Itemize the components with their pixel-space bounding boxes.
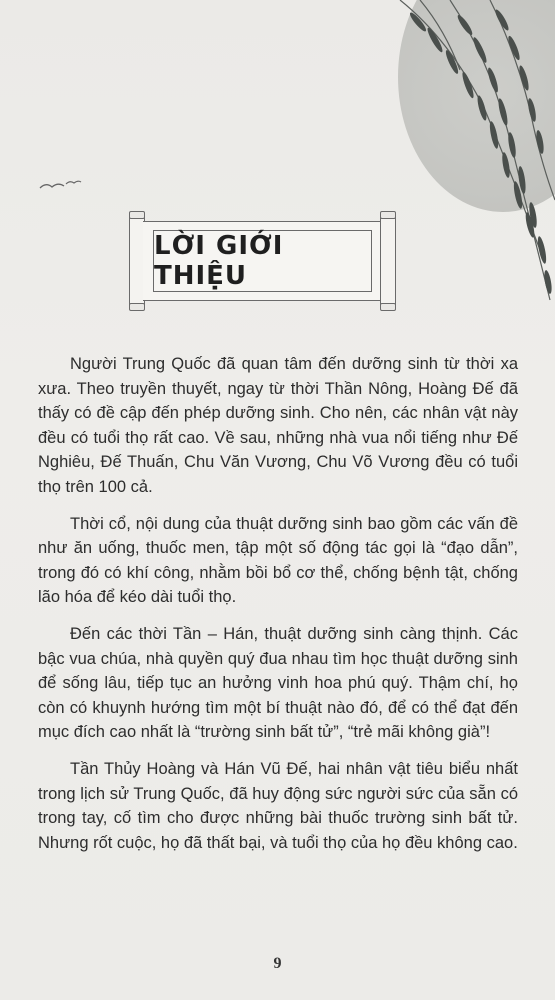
paragraph-2: Thời cổ, nội dung của thuật dưỡng sinh bao gồm các vấn đề như ăn uống, thuốc men, tập một số động tác gọi là “đạo dẫn”, trong đó có khí công, nhằm bồi bổ cơ thể, chống bệnh tật, chống lão hóa để kéo dài tuổi thọ.: [38, 514, 518, 607]
paragraph-3: Đến các thời Tần – Hán, thuật dưỡng sinh càng thịnh. Các bậc vua chúa, nhà quyền quý đua nhau tìm học thuật dưỡng sinh để sống lâu, tiếp tục an hưởng vinh hoa phú quý. Thậm chí, họ còn có khuynh hướng tìm một bí thuật nào đó, để có thể đạt đến mục đích cao nhất là “trường sinh bất tử”, “trẻ mãi không già”!: [38, 624, 518, 742]
paragraph-4: Tần Thủy Hoàng và Hán Vũ Đế, hai nhân vật tiêu biểu nhất trong lịch sử Trung Quốc, đã huy động sức người sức của sẵn có trong tay, cố tìm cho được những bài thuốc trường sinh bất tử. Nhưng rốt cuộc, họ đã thất bại, và tuổi thọ của họ đều không cao.: [38, 759, 518, 852]
paragraph-1: Người Trung Quốc đã quan tâm đến dưỡng sinh từ thời xa xưa. Theo truyền thuyết, ngay từ thời Thần Nông, Hoàng Đế đã thấy có đề cập đến phép dưỡng sinh. Cho nên, các nhân vật này đều có tuổi thọ rất cao. Về sau, những nhà vua nổi tiếng như Đế Nghiêu, Đế Thuấn, Chu Văn Vương, Chu Võ Vương đều có tuổi thọ trên 100 cả.: [38, 355, 518, 496]
title-scroll: [129, 214, 396, 308]
page-title: LỜI GIỚI THIỆU: [154, 231, 284, 291]
scroll-frame: [153, 230, 372, 292]
scroll-rod-right: [380, 214, 396, 308]
scroll-paper: [143, 221, 382, 301]
body-text: [38, 352, 518, 867]
page-number: 9: [273, 955, 282, 972]
birds-illustration: [38, 176, 83, 194]
willow-branch-illustration: [390, 0, 555, 310]
